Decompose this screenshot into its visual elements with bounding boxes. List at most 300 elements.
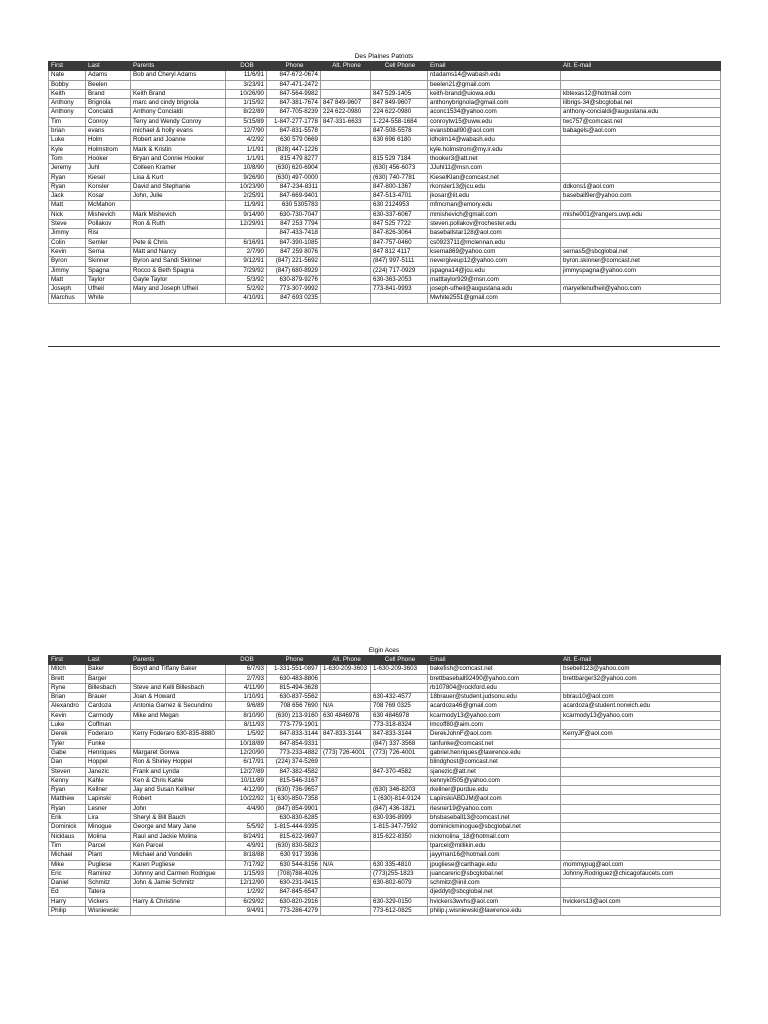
table-row [49, 210, 721, 219]
col-dob: 2/25/91 [226, 192, 267, 201]
col-parents: Sheryl & Bill Bauch [131, 814, 226, 823]
col-first: Marchus [49, 294, 86, 303]
col-alt-email: anthony-concialdi@augustana.edu [561, 108, 721, 117]
col-parents: Pete & Chris [131, 238, 226, 247]
col-email: kyle.holmstrom@my.ir.edu [428, 145, 561, 154]
col-dob: 8/24/91 [226, 832, 267, 841]
col-parents [131, 229, 226, 238]
col-alt-email: Johnny.Rodriguez@chicagofaucets.com [561, 869, 721, 878]
col-alt-phone [321, 888, 371, 897]
col-email: jspagna14@jcu.edu [428, 266, 561, 275]
col-last: McMahon [86, 201, 131, 210]
col-last: White [86, 294, 131, 303]
col-email: sjanezic@att.net [428, 767, 561, 776]
col-dob: 4/2/92 [226, 136, 267, 145]
table-row [49, 117, 721, 126]
table-row [49, 869, 721, 878]
col-dob: 5/2/92 [226, 285, 267, 294]
table-header [49, 656, 721, 665]
col-alt-email: jimmyspagna@yahoo.com [561, 266, 721, 275]
col-first: Daniel [49, 879, 86, 888]
col-alt-email [561, 841, 721, 850]
col-dob: 7/17/92 [226, 860, 267, 869]
table-row [49, 266, 721, 275]
col-dob [226, 229, 267, 238]
col-phone: 630 917 3936 [267, 851, 321, 860]
col-last: Taylor [86, 275, 131, 284]
col-alt-phone [321, 674, 371, 683]
header-email: Email [428, 62, 561, 71]
col-first: Ed [49, 888, 86, 897]
col-last: Kiesel [86, 173, 131, 182]
col-first: Harry [49, 897, 86, 906]
col-dob: 3/23/91 [226, 80, 267, 89]
col-alt-phone [321, 210, 371, 219]
col-last: Pollakov [86, 220, 131, 229]
col-alt-phone [321, 739, 371, 748]
col-parents: Bob and Cheryl Adams [131, 71, 226, 80]
table-row [49, 145, 721, 154]
col-parents: Mary and Joseph Ufheil [131, 285, 226, 294]
col-parents: Robert [131, 795, 226, 804]
col-dob: 8/22/89 [226, 108, 267, 117]
col-alt-phone [321, 897, 371, 906]
col-cell-phone: 224 622-0980 [371, 108, 428, 117]
team-section-des-plaines [48, 53, 720, 304]
col-email: keith-brand@uiowa.edu [428, 89, 561, 98]
col-alt-phone [321, 814, 371, 823]
col-phone: 815-622-9697 [267, 832, 321, 841]
col-phone: 630 5305783 [267, 201, 321, 210]
col-parents: George and Mary Jane [131, 823, 226, 832]
col-first: Colin [49, 238, 86, 247]
col-alt-email [561, 229, 721, 238]
col-parents: Jay and Susan Kellner [131, 786, 226, 795]
col-dob: 6/7/93 [226, 665, 267, 674]
table-row [49, 795, 721, 804]
col-cell-phone: 815-622-8350 [371, 832, 428, 841]
col-alt-email [561, 721, 721, 730]
header-first: First [49, 656, 86, 665]
table-row [49, 238, 721, 247]
col-parents: Lisa & Kurt [131, 173, 226, 182]
col-phone: 847-705-8239 [267, 108, 321, 117]
col-email: conroytw15@uww.edu [428, 117, 561, 126]
col-first: Ryan [49, 804, 86, 813]
col-cell-phone [371, 683, 428, 692]
col-alt-phone [321, 71, 371, 80]
table-row [49, 683, 721, 692]
col-parents: Frank and Lynda [131, 767, 226, 776]
col-email: ldholm14@wabash.edu [428, 136, 561, 145]
col-alt-phone [321, 238, 371, 247]
col-dob: 10/26/90 [226, 89, 267, 98]
col-alt-email: baseball9er@yahoo.com [561, 192, 721, 201]
col-dob: 5/3/92 [226, 275, 267, 284]
col-last: Pugliese [86, 860, 131, 869]
col-alt-phone [321, 879, 371, 888]
col-alt-phone [321, 164, 371, 173]
col-phone: 847-381-7674 [267, 99, 321, 108]
col-email: dominickminogue@sbcglobal.net [428, 823, 561, 832]
col-first: Kevin [49, 247, 86, 256]
col-cell-phone: 773-612-0825 [371, 907, 428, 916]
col-last: Wisniewski [86, 907, 131, 916]
col-email: lmcoff80@aim.com [428, 721, 561, 730]
header-first: First [49, 62, 86, 71]
col-last: Adams [86, 71, 131, 80]
col-first: Dominick [49, 823, 86, 832]
col-parents: Johnny and Carmen Rodrigue [131, 869, 226, 878]
col-first: Kevin [49, 711, 86, 720]
col-last: Coffman [86, 721, 131, 730]
col-last: Schmitz [86, 879, 131, 888]
col-alt-phone [321, 257, 371, 266]
col-email: aconc1534@yahoo.com [428, 108, 561, 117]
col-first: Luke [49, 721, 86, 730]
table-row [49, 201, 721, 210]
col-dob: 9/12/91 [226, 257, 267, 266]
col-last: Lapinski [86, 795, 131, 804]
col-dob: 1/15/92 [226, 99, 267, 108]
table-row [49, 127, 721, 136]
col-phone: 1-815-444-9395 [267, 823, 321, 832]
col-last: evans [86, 127, 131, 136]
col-alt-email [561, 804, 721, 813]
col-cell-phone: 630-432-4577 [371, 693, 428, 702]
header-phone: Phone [267, 656, 321, 665]
col-alt-email [561, 748, 721, 757]
col-phone: (847) 854-9901 [267, 804, 321, 813]
col-parents: Ron & Shirley Hoppel [131, 758, 226, 767]
col-cell-phone: 847-370-4582 [371, 767, 428, 776]
col-first: Nicklaus [49, 832, 86, 841]
table-row [49, 739, 721, 748]
col-alt-phone [321, 795, 371, 804]
col-email: baseballstar128@aol.com [428, 229, 561, 238]
col-cell-phone: (847) 337-3568 [371, 739, 428, 748]
col-email: JJuhl11@msn.com [428, 164, 561, 173]
col-phone: (828) 447-1226 [267, 145, 321, 154]
col-alt-email [561, 275, 721, 284]
col-last: Baker [86, 665, 131, 674]
col-alt-phone [321, 266, 371, 275]
col-dob: 1/10/91 [226, 693, 267, 702]
col-parents: Boyd and Tiffany Baker [131, 665, 226, 674]
col-alt-phone [321, 823, 371, 832]
col-phone: 847-672-0674 [267, 71, 321, 80]
col-dob: 9/14/90 [226, 210, 267, 219]
col-email: mfmcman@emory.edu [428, 201, 561, 210]
col-cell-phone: (847) 997-5111 [371, 257, 428, 266]
header-phone: Phone [267, 62, 321, 71]
col-phone: 847-854-9331 [267, 739, 321, 748]
col-last: Funke [86, 739, 131, 748]
col-email: tanfunke@comcast.net [428, 739, 561, 748]
col-cell-phone: (630) 740-7781 [371, 173, 428, 182]
table-row [49, 173, 721, 182]
col-dob: 1/1/91 [226, 154, 267, 163]
col-alt-phone [321, 683, 371, 692]
col-phone: 847 693 0235 [267, 294, 321, 303]
col-last: Molina [86, 832, 131, 841]
col-email: DerekJohnF@aol.com [428, 730, 561, 739]
col-first: Ryan [49, 182, 86, 191]
col-dob: 1/15/93 [226, 869, 267, 878]
col-last: Plant [86, 851, 131, 860]
col-parents [131, 294, 226, 303]
table-row [49, 71, 721, 80]
col-alt-email [561, 814, 721, 823]
col-email: steven.pollakov@rochester.edu [428, 220, 561, 229]
col-email: bhsbaseball13@comcast.net [428, 814, 561, 823]
col-dob: 5/15/89 [226, 117, 267, 126]
col-first: Derek [49, 730, 86, 739]
col-alt-phone [321, 851, 371, 860]
col-alt-phone [321, 136, 371, 145]
col-cell-phone: 773-841-9993 [371, 285, 428, 294]
col-phone: 847-845-6547 [267, 888, 321, 897]
col-cell-phone: 773-318-8324 [371, 721, 428, 730]
col-last: Henriques [86, 748, 131, 757]
col-last: Holmstrom [86, 145, 131, 154]
col-alt-phone [321, 786, 371, 795]
col-alt-phone [321, 767, 371, 776]
col-alt-email: hvickers13@aol.com [561, 897, 721, 906]
col-first: Mike [49, 860, 86, 869]
table-row [49, 247, 721, 256]
table-row [49, 907, 721, 916]
col-first: Philip [49, 907, 86, 916]
col-cell-phone [371, 80, 428, 89]
col-first: Matt [49, 201, 86, 210]
col-cell-phone: 630-337-6067 [371, 210, 428, 219]
col-dob [226, 814, 267, 823]
col-first: Luke [49, 136, 86, 145]
col-phone: 847-234-8311 [267, 182, 321, 191]
col-last: Brauer [86, 693, 131, 702]
col-first: Anthony [49, 99, 86, 108]
col-email: Mwhite2551@gmail.com [428, 294, 561, 303]
header-alt-email: Alt. E-mail [561, 656, 721, 665]
col-parents: Gayle Taylor [131, 275, 226, 284]
col-last: Kosar [86, 192, 131, 201]
col-email: joseph-ufheil@augustana.edu [428, 285, 561, 294]
col-dob: 11/9/91 [226, 201, 267, 210]
col-dob: 4/4/90 [226, 804, 267, 813]
col-cell-phone: 1 (630)-814-9124 [371, 795, 428, 804]
col-last: Risi [86, 229, 131, 238]
col-cell-phone: 847-757-0460 [371, 238, 428, 247]
col-cell-phone: 847 849-9607 [371, 99, 428, 108]
table-row [49, 711, 721, 720]
col-first: Ryan [49, 173, 86, 182]
col-last: Cardoza [86, 702, 131, 711]
col-alt-email: mommypug@aol.com [561, 860, 721, 869]
col-dob: 7/29/92 [226, 266, 267, 275]
col-alt-phone [321, 832, 371, 841]
col-alt-phone: 630 4846978 [321, 711, 371, 720]
col-first: Tyler [49, 739, 86, 748]
table-row [49, 257, 721, 266]
col-dob: 4/9/91 [226, 841, 267, 850]
col-cell-phone: 630 2124953 [371, 201, 428, 210]
col-parents: Antonia Gamez & Secundino [131, 702, 226, 711]
col-phone: (847) 221-5692 [267, 257, 321, 266]
col-parents [131, 739, 226, 748]
col-phone: (708)788-4026 [267, 869, 321, 878]
col-cell-phone: (630) 346-8203 [371, 786, 428, 795]
col-last: Janezic [86, 767, 131, 776]
col-dob: 8/18/88 [226, 851, 267, 860]
col-email: cs0923711@mclennan.edu [428, 238, 561, 247]
col-last: Konsler [86, 182, 131, 191]
table-row [49, 285, 721, 294]
col-alt-email [561, 786, 721, 795]
col-cell-phone: 630-936-8999 [371, 814, 428, 823]
col-last: Serna [86, 247, 131, 256]
table-row [49, 814, 721, 823]
table-row [49, 693, 721, 702]
col-last: Minogue [86, 823, 131, 832]
table-row [49, 897, 721, 906]
roster-table [48, 655, 721, 916]
col-alt-email: bsebell123@yahoo.com [561, 665, 721, 674]
col-dob: 9/6/89 [226, 702, 267, 711]
col-phone: 1-331-551-0897 [267, 665, 321, 674]
col-last: Holm [86, 136, 131, 145]
col-last: Conroy [86, 117, 131, 126]
col-alt-phone: N/A [321, 860, 371, 869]
table-row [49, 192, 721, 201]
table-row [49, 89, 721, 98]
col-cell-phone: (773)255-1823 [371, 869, 428, 878]
col-alt-email [561, 201, 721, 210]
col-first: Nate [49, 71, 86, 80]
col-email: thooker3@att.net [428, 154, 561, 163]
col-first: Keith [49, 89, 86, 98]
col-alt-email [561, 71, 721, 80]
col-cell-phone [371, 758, 428, 767]
col-cell-phone: (847) 436-1821 [371, 804, 428, 813]
col-phone: (630) 620-6904 [267, 164, 321, 173]
col-cell-phone: 847-833-3144 [371, 730, 428, 739]
col-parents: John [131, 804, 226, 813]
col-alt-phone [321, 89, 371, 98]
col-phone: (847) 680-8929 [267, 266, 321, 275]
col-parents: Kerry Foderaro 630-835-8880 [131, 730, 226, 739]
col-alt-phone: 847 849-9607 [321, 99, 371, 108]
col-last: Juhl [86, 164, 131, 173]
col-alt-phone [321, 247, 371, 256]
col-alt-phone [321, 154, 371, 163]
team-title: Elgin Aces [368, 647, 400, 654]
col-alt-phone [321, 201, 371, 210]
col-phone: 847 259 8076 [267, 247, 321, 256]
col-parents: Michael and Vondelin [131, 851, 226, 860]
col-last: Parcel [86, 841, 131, 850]
col-alt-email [561, 238, 721, 247]
col-email: evansbball90@aol.com [428, 127, 561, 136]
table-row [49, 851, 721, 860]
col-email: rlesner19@yahoo.com [428, 804, 561, 813]
col-alt-email [561, 879, 721, 888]
col-last: Skinner [86, 257, 131, 266]
col-phone: (630) 736-9657 [267, 786, 321, 795]
col-parents [131, 201, 226, 210]
col-first: Kyle [49, 145, 86, 154]
col-alt-email: byron.skinner@comcast.net [561, 257, 721, 266]
col-email: tparcel@millikin.edu [428, 841, 561, 850]
col-alt-phone [321, 907, 371, 916]
table-row [49, 294, 721, 303]
col-dob: 1/1/91 [226, 145, 267, 154]
col-email: philip.j.wisniewski@lawrence.edu [428, 907, 561, 916]
table-row [49, 804, 721, 813]
col-alt-email [561, 220, 721, 229]
col-last: Hooker [86, 154, 131, 163]
table-row [49, 136, 721, 145]
col-dob: 6/17/91 [226, 758, 267, 767]
col-parents: Mike and Megan [131, 711, 226, 720]
col-first: Jimmy [49, 229, 86, 238]
col-first: Joseph [49, 285, 86, 294]
col-first: Kenny [49, 776, 86, 785]
col-email: kserna869@yahoo.com [428, 247, 561, 256]
col-alt-phone [321, 721, 371, 730]
table-row [49, 767, 721, 776]
col-first: Steven [49, 767, 86, 776]
col-last: Billesbach [86, 683, 131, 692]
col-alt-email [561, 173, 721, 182]
col-last: Carmody [86, 711, 131, 720]
col-alt-email [561, 294, 721, 303]
col-phone: 630-837-5562 [267, 693, 321, 702]
col-alt-email [561, 145, 721, 154]
col-phone: 630-483-8806 [267, 674, 321, 683]
col-phone: 630-231-9415 [267, 879, 321, 888]
col-parents: Steve and Kelli Billesbach [131, 683, 226, 692]
col-dob: 1/2/92 [226, 888, 267, 897]
col-parents: John & Jamie Schmitz [131, 879, 226, 888]
col-phone: (630) 830-5823 [267, 841, 321, 850]
col-dob: 12/7/90 [226, 127, 267, 136]
col-alt-email: kcarmody13@yahoo.com [561, 711, 721, 720]
col-alt-email [561, 80, 721, 89]
col-last: Beelen [86, 80, 131, 89]
col-first: Tim [49, 841, 86, 850]
col-first: Ryne [49, 683, 86, 692]
col-phone: 815-546-3167 [267, 776, 321, 785]
col-cell-phone: 1-630-209-3603 [371, 665, 428, 674]
col-alt-email: brettbarger32@yahoo.com [561, 674, 721, 683]
col-email: gabriel.henriques@lawrence.edu [428, 748, 561, 757]
col-dob: 10/11/89 [226, 776, 267, 785]
col-alt-email [561, 823, 721, 832]
table-row [49, 823, 721, 832]
col-phone: 630 544-8156 [267, 860, 321, 869]
col-alt-phone: (773) 726-4001 [321, 748, 371, 757]
col-parents: John, Julie [131, 192, 226, 201]
col-parents: Anthony Concialdi [131, 108, 226, 117]
team-section-elgin-aces [48, 647, 720, 916]
col-email: brettbaseball92490@yahoo.com [428, 674, 561, 683]
col-alt-email [561, 907, 721, 916]
col-alt-email: acardoza@student.norwich.edu [561, 702, 721, 711]
col-alt-phone [321, 80, 371, 89]
col-cell-phone: 1-224-558-1684 [371, 117, 428, 126]
col-last: Ramirez [86, 869, 131, 878]
